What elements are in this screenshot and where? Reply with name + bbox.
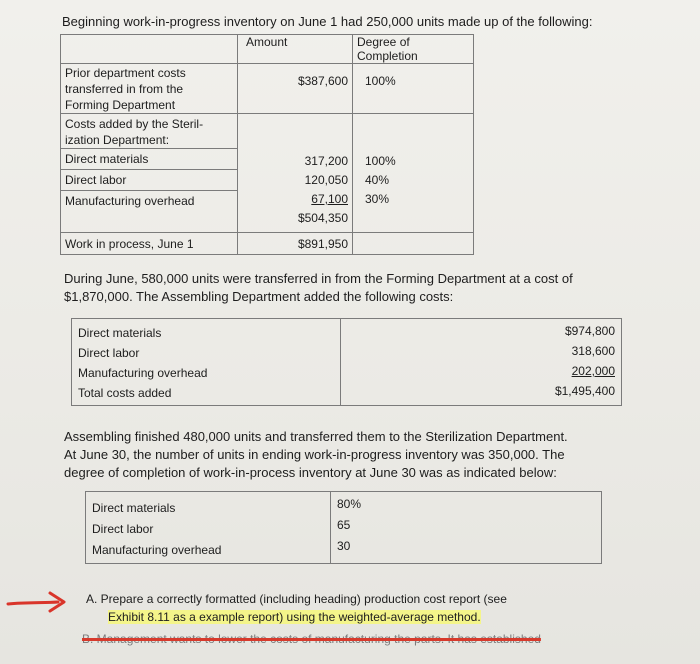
question-text	[86, 590, 507, 626]
t1-dl-amount: 120,050	[304, 173, 348, 187]
question-b-line: B. Management wants to lower the costs of manufacturing the parts. It has established	[82, 632, 541, 646]
june-transfer-text: During June, 580,000 units were transferred in from the Forming Department at a cost of $1,870,000. The Assembling Department added the following costs:	[64, 271, 573, 304]
t3-labels: Direct materials Direct labor Manufacturing overhead	[86, 492, 331, 564]
t1-added-degrees	[353, 114, 474, 233]
question-a-line1: A. Prepare a correctly formatted (including heading) production cost report (see	[86, 592, 507, 606]
t1-prior-amount: $387,600	[238, 64, 353, 114]
intro-text: Beginning work-in-progress inventory on June 1 had 250,000 units made up of the following:	[62, 14, 593, 29]
t1-moh-amount: 67,100	[311, 192, 348, 206]
t1-prior-degree: 100%	[353, 64, 474, 114]
t3-values: 80% 65 30	[331, 492, 602, 564]
t1-moh-degree: 30%	[365, 192, 390, 206]
costs-added-table	[71, 318, 622, 406]
ending-wip-completion-table	[85, 491, 602, 564]
t1-row-added-costs: Costs added by the Steril- ization Department: Direct materials Direct labor Manufacturing overhead	[61, 114, 238, 233]
t1-added-amounts	[238, 114, 353, 233]
t1-dl-degree: 40%	[365, 173, 390, 187]
t2-labels: Direct materials Direct labor Manufacturing overhead Total costs added	[72, 319, 341, 406]
t2-values: $974,800 318,600 202,000 $1,495,400	[341, 319, 622, 406]
t1-row-prior-dept: Prior department costs transferred in from the Forming Department	[61, 64, 238, 114]
ending-wip-text: Assembling finished 480,000 units and transferred them to the Sterilization Department. At June 30, the number of units in ending work-in-progress inventory was 350,000. The degree of completion of work-in-process inventory at June 30 was as indicated below:	[64, 429, 568, 480]
t1-dm-amount: 317,200	[304, 154, 348, 168]
question-a-line2: Exhibit 8.11 as a example report) using the weighted-average method.	[108, 610, 481, 624]
t1-blank-header	[61, 35, 238, 64]
red-arrow-icon	[6, 590, 72, 614]
t1-row-wip: Work in process, June 1	[61, 233, 238, 255]
t1-dm-degree: 100%	[365, 154, 396, 168]
t1-subtotal-amount: $504,350	[297, 211, 348, 225]
beginning-wip-table	[60, 34, 474, 255]
t1-amount-header: Amount	[238, 35, 353, 64]
t1-degree-header: Degree of Completion	[353, 35, 474, 64]
t1-wip-degree	[353, 233, 474, 255]
t1-wip-amount: $891,950	[238, 233, 353, 255]
